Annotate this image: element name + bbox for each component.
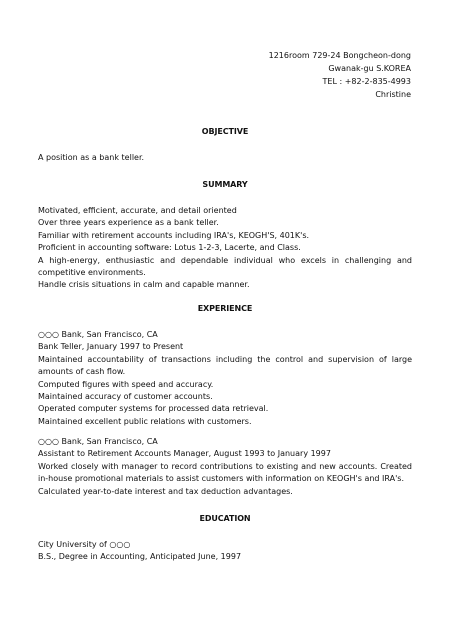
summary-heading: SUMMARY xyxy=(202,180,248,189)
job-duty: Maintained accountability of transactions including the control and supervision of large amounts of cash flow. xyxy=(38,354,412,377)
experience-job-1 xyxy=(38,329,412,428)
job-company: ○○○ Bank, San Francisco, CA xyxy=(38,437,158,446)
summary-item: Proficient in accounting software: Lotus 1-2-3, Lacerte, and Class. xyxy=(38,243,301,253)
address-city: Gwanak-gu S.KOREA xyxy=(328,64,411,73)
summary-item: Motivated, efficient, accurate, and detail oriented xyxy=(38,206,237,215)
summary-item: Handle crisis situations in calm and capable manner. xyxy=(38,280,250,290)
education-degree: B.S., Degree in Accounting, Anticipated June, 1997 xyxy=(38,552,242,562)
summary-item: Familiar with retirement accounts including IRA's, KEOGH'S, 401K's. xyxy=(38,230,310,240)
job-title: Assistant to Retirement Accounts Manager, August 1993 to January 1997 xyxy=(38,449,331,459)
education-heading: EDUCATION xyxy=(199,514,251,523)
job-duty: Maintained excellent public relations with customers. xyxy=(38,416,252,426)
summary-section xyxy=(38,205,412,292)
address-name: Christine xyxy=(375,90,411,99)
summary-item: A high-energy, enthusiastic and dependable individual who excels in challenging and competitive environments. xyxy=(38,255,412,278)
objective-section xyxy=(38,152,412,164)
job-duty: Maintained accuracy of customer accounts. xyxy=(38,392,213,402)
education-section xyxy=(38,539,412,564)
job-duty: Calculated year-to-date interest and tax deduction advantages. xyxy=(38,486,293,496)
experience-heading: EXPERIENCE xyxy=(197,304,253,313)
job-duty: Computed figures with speed and accuracy. xyxy=(38,379,214,389)
summary-item: Over three years experience as a bank teller. xyxy=(38,218,219,228)
address-street: 1216room 729-24 Bongcheon-dong xyxy=(268,51,411,60)
experience-job-2 xyxy=(38,436,412,498)
contact-address xyxy=(269,49,411,101)
job-title: Bank Teller, January 1997 to Present xyxy=(38,342,184,352)
job-duty: Operated computer systems for processed data retrieval. xyxy=(38,404,269,414)
objective-text: A position as a bank teller. xyxy=(38,153,145,162)
objective-heading: OBJECTIVE xyxy=(201,127,249,136)
job-company: ○○○ Bank, San Francisco, CA xyxy=(38,330,158,339)
address-phone: TEL : +82-2-835-4993 xyxy=(322,77,411,86)
education-school: City University of ○○○ xyxy=(38,540,131,549)
job-duty: Worked closely with manager to record contributions to existing and new accounts. Created in-house promotional materials to assist customers with information on KEOGH's and IRA's. xyxy=(38,461,412,484)
